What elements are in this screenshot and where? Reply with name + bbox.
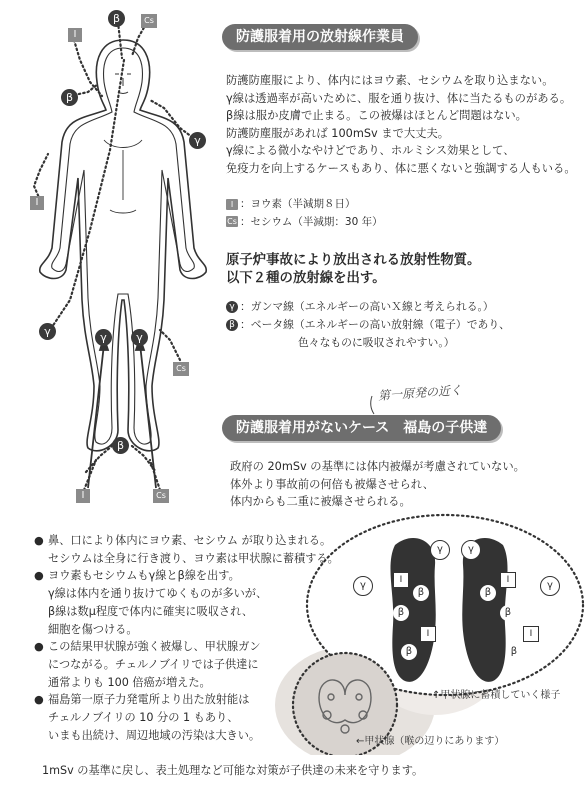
beta-badge-thyroid-right: β xyxy=(480,585,496,601)
bullet-line: γ線は体内を通り抜けてゆくものが多いが、 xyxy=(48,587,268,601)
closing-line: 1mSv の基準に戻し、表土処理など可能な対策が子供達の未来を守ります。 xyxy=(42,764,424,777)
cesium-tag-head: Cs xyxy=(141,14,157,28)
bullet-line: 福島第一原子力発電所より出た放射能は xyxy=(48,693,250,707)
section1-line: γ線は透過率が高いために、服を通り抜け、体に当たるものがある。 xyxy=(226,91,572,105)
bullet-line: いまも出続け、周辺地域の汚染は大きい。 xyxy=(48,728,261,742)
section1-line: 免疫力を向上するケースもあり、体に悪くないと強調する人もいる。 xyxy=(226,161,576,175)
iodine-tag-icon: I xyxy=(226,199,238,210)
arrow-gamma-right-leg xyxy=(140,344,156,488)
beta-badge-shoulder: β xyxy=(61,89,78,106)
cesium-tag-leg: Cs xyxy=(173,362,189,376)
radiation-types xyxy=(226,298,510,352)
thyroid-caption: ↑甲状腺に蓄積していく様子 xyxy=(432,690,561,701)
beta-badge-thyroid-left-2: β xyxy=(393,605,409,621)
bullet-item xyxy=(34,532,339,550)
gamma-badge-right-leg: γ xyxy=(131,329,148,346)
section2-title xyxy=(226,252,480,288)
bullet-line: 通常よりも 100 倍癌が増えた。 xyxy=(48,675,211,689)
gamma-badge-hand: γ xyxy=(39,323,56,340)
beta-badge-head: β xyxy=(108,10,125,27)
bullet-line: この結果甲状腺が強く被爆し、甲状腺ガン xyxy=(48,640,261,654)
beta-definition xyxy=(226,316,510,334)
bullet-mark: ● xyxy=(34,693,44,707)
dotted-path-i-left xyxy=(34,154,48,200)
bullet-list xyxy=(34,532,339,744)
legend-cesium-text: ：セシウム（半減期：30 年） xyxy=(240,215,383,228)
bullet-line: ヨウ素もセシウムもγ線とβ線を出す。 xyxy=(48,569,240,583)
section1-line: γ線による微小なやけどであり、ホルミシス効果として、 xyxy=(226,144,515,158)
cesium-tag-icon: Cs xyxy=(227,217,237,227)
gamma-badge-thyroid-right: γ xyxy=(461,540,481,560)
iodine-tag-head: I xyxy=(68,28,82,42)
bullet-mark: ● xyxy=(34,640,44,654)
bullet-mark: ● xyxy=(34,534,44,547)
section2-title-line1: 原子炉事故により放出される放射性物質。 xyxy=(226,253,481,268)
legend-iodine-text: ：ヨウ素（半減期８日） xyxy=(240,198,356,210)
iodine-tag-bottom: I xyxy=(76,489,90,503)
gamma-badge-thyroid-outer-right: γ xyxy=(540,576,560,596)
iodine-tag-thyroid-right: I xyxy=(500,572,516,588)
section2-title-line2: 以下２種の放射線を出す。 xyxy=(226,271,386,286)
bullet-line: 細胞を傷つける。 xyxy=(48,622,138,636)
gamma-badge-thyroid-left: γ xyxy=(430,540,450,560)
body-diagram xyxy=(0,0,215,515)
beta-text-continued: 色々なものに吸収されやすい。） xyxy=(298,336,455,349)
iodine-tag-arm: I xyxy=(30,196,44,210)
legend-cesium xyxy=(226,214,383,232)
section3-heading: 防護服着用がないケース 福島の子供達 xyxy=(222,415,501,441)
handwritten-arrow xyxy=(364,392,464,416)
section3-line: 体内からも二重に被爆させられる。 xyxy=(230,495,411,509)
section1-paragraph xyxy=(226,72,576,178)
gamma-text: ：ガンマ線（エネルギーの高いＸ線と考えられる。） xyxy=(240,300,494,313)
bullet-item xyxy=(34,567,339,585)
handwritten-note: 第一原発の近く xyxy=(377,383,463,403)
thyroid-location-label: ←甲状腺（喉の辺りにあります） xyxy=(356,736,505,747)
section1-line: 防護防塵服により、体内にはヨウ素、セシウムを取り込まない。 xyxy=(226,74,554,87)
cesium-tag-bottom: Cs xyxy=(153,489,169,503)
face-features xyxy=(115,74,131,94)
body-outline-inner xyxy=(52,48,195,444)
bullet-item xyxy=(34,638,339,656)
bullet-line: β線は数μ程度で体内に確実に吸収され、 xyxy=(48,604,254,618)
section3-paragraph xyxy=(230,458,525,511)
beta-badge-thyroid-right-2: β xyxy=(500,605,516,621)
bullet-item xyxy=(34,691,339,709)
beta-badge-thyroid-left-3: β xyxy=(401,644,417,660)
gamma-badge-thyroid-outer-left: γ xyxy=(353,576,373,596)
beta-badge-thyroid-left: β xyxy=(413,585,429,601)
gamma-badge-left-leg: γ xyxy=(95,329,112,346)
legend-iodine xyxy=(226,196,383,214)
section1-line: β線は服か皮膚で止まる。この被爆はほとんど問題はない。 xyxy=(226,109,527,123)
gamma-definition xyxy=(226,298,510,316)
legend-block xyxy=(226,196,383,231)
section3-line: 体外より事故前の何倍も被爆させられ、 xyxy=(230,477,435,491)
bullet-line: 鼻、口により体内にヨウ素、セシウム が取り込まれる。 xyxy=(48,534,332,547)
bullet-line: セシウムは全身に行き渡り、ヨウ素は甲状腺に蓄積する。 xyxy=(48,551,339,565)
iodine-tag-thyroid-left-2: I xyxy=(420,626,436,642)
gamma-icon: γ xyxy=(226,301,238,313)
beta-badge-thyroid-right-3: β xyxy=(506,644,522,660)
beta-badge-feet: β xyxy=(112,437,129,454)
iodine-tag-thyroid-left: I xyxy=(393,572,409,588)
beta-icon: β xyxy=(226,319,238,331)
dotted-path-cs-right xyxy=(160,330,180,360)
iodine-tag-thyroid-right-2: I xyxy=(523,626,539,642)
gamma-badge-shoulder: γ xyxy=(189,132,206,149)
section3-line: 政府の 20mSv の基準には体内被爆が考慮されていない。 xyxy=(230,460,525,473)
section1-line: 防護防塵服があれば 100mSv まで大丈夫。 xyxy=(226,126,450,140)
bullet-mark: ● xyxy=(34,569,44,583)
arrow-gamma-left-leg xyxy=(88,344,104,488)
bullet-line: チェルノブイリの 10 分の 1 もあり、 xyxy=(48,711,239,725)
bullet-line: につながる。チェルノブイリでは子供達に xyxy=(48,657,259,671)
section1-heading: 防護服着用の放射線作業員 xyxy=(222,24,418,50)
beta-text: ：ベータ線（エネルギーの高い放射線（電子）であり、 xyxy=(240,318,510,331)
